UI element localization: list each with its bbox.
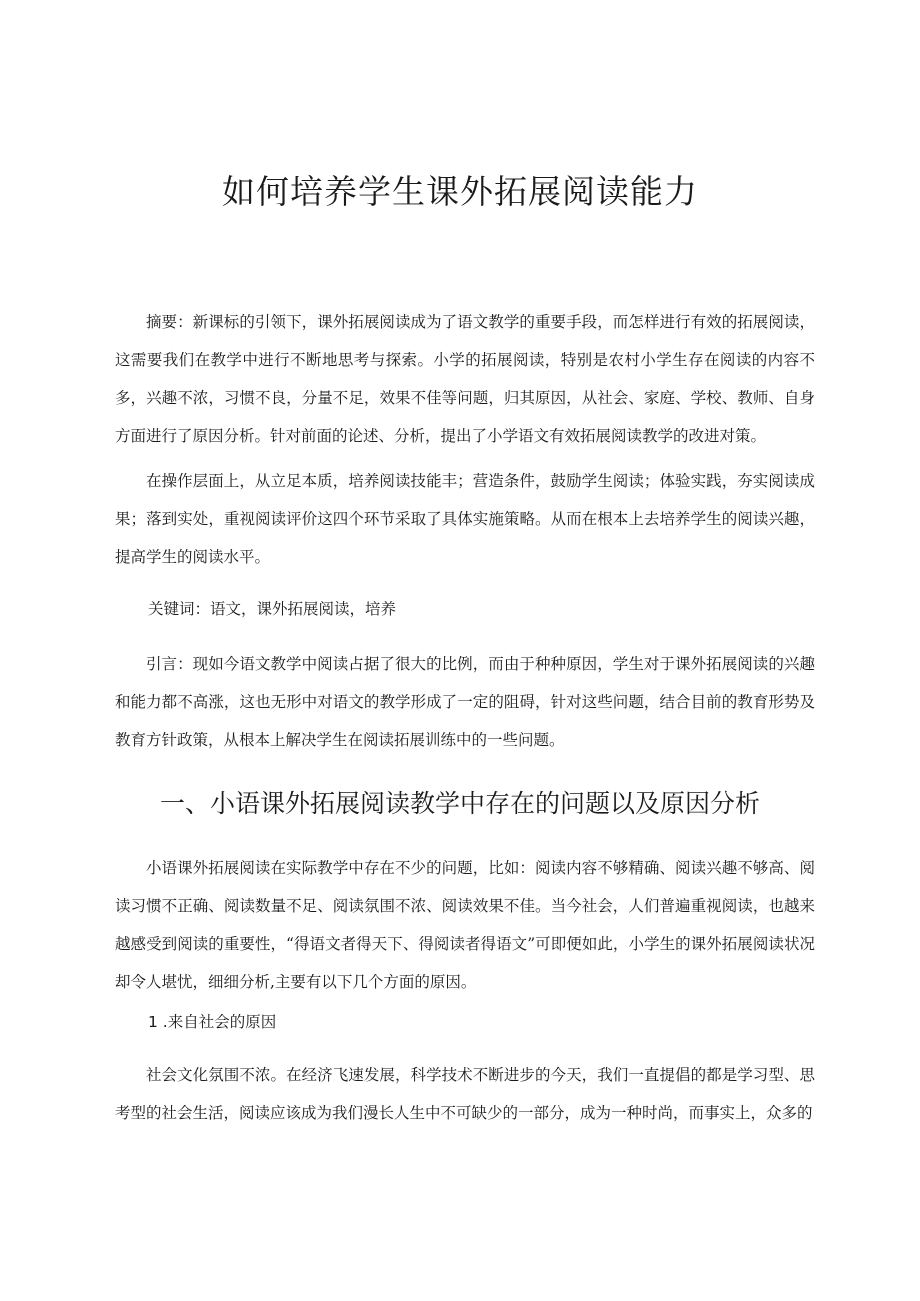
keywords-line: 关键词：语文，课外拓展阅读，培养 — [148, 600, 397, 618]
section-1-paragraph: 小语课外拓展阅读在实际教学中存在不少的问题，比如：阅读内容不够精确、阅读兴趣不够高、阅读习惯不正确、阅读数量不足、阅读氛围不浓、阅读效果不佳。当今社会，人们普遍重视阅读，也越来越感受到阅读的重要性，“得语文者得天下、得阅读者得语文”可即便如此，小学生的课外拓展阅读状况却令人堪忧，细细分析,主要有以下几个方面的原因。 — [115, 859, 815, 991]
abstract-paragraph-2: 在操作层面上，从立足本质，培养阅读技能丰；营造条件，鼓励学生阅读；体验实践，夯实阅读成果；落到实处，重视阅读评价这四个环节采取了具体实施策略。从而在根本上去培养学生的阅读兴趣，提高学生的阅读水平。 — [115, 472, 815, 566]
subsection-1-paragraph: 社会文化氛围不浓。在经济飞速发展，科学技术不断进步的今天，我们一直提倡的都是学习型、思考型的社会生活，阅读应该成为我们漫长人生中不可缺少的一部分，成为一种时尚，而事实上，众多的 — [115, 1066, 815, 1122]
document-title: 如何培养学生课外拓展阅读能力 — [222, 172, 698, 211]
abstract-paragraph: 摘要：新课标的引领下，课外拓展阅读成为了语文教学的重要手段，而怎样进行有效的拓展阅读，这需要我们在教学中进行不断地思考与探索。小学的拓展阅读，特别是农村小学生存在阅读的内容不多，兴趣不浓，习惯不良，分量不足，效果不佳等问题，归其原因，从社会、家庭、学校、教师、自身方面进行了原因分析。针对前面的论述、分析，提出了小学语文有效拓展阅读教学的改进对策。 — [115, 313, 815, 445]
section-1-heading: 一、小语课外拓展阅读教学中存在的问题以及原因分析 — [159, 789, 760, 818]
subsection-1-heading: 1 .来自社会的原因 — [148, 1013, 277, 1031]
introduction-paragraph: 引言：现如今语文教学中阅读占据了很大的比例，而由于种种原因，学生对于课外拓展阅读的兴趣和能力都不高涨，这也无形中对语文的教学形成了一定的阻碍，针对这些问题，结合目前的教育形势及教育方针政策，从根本上解决学生在阅读拓展训练中的一些问题。 — [115, 655, 815, 749]
